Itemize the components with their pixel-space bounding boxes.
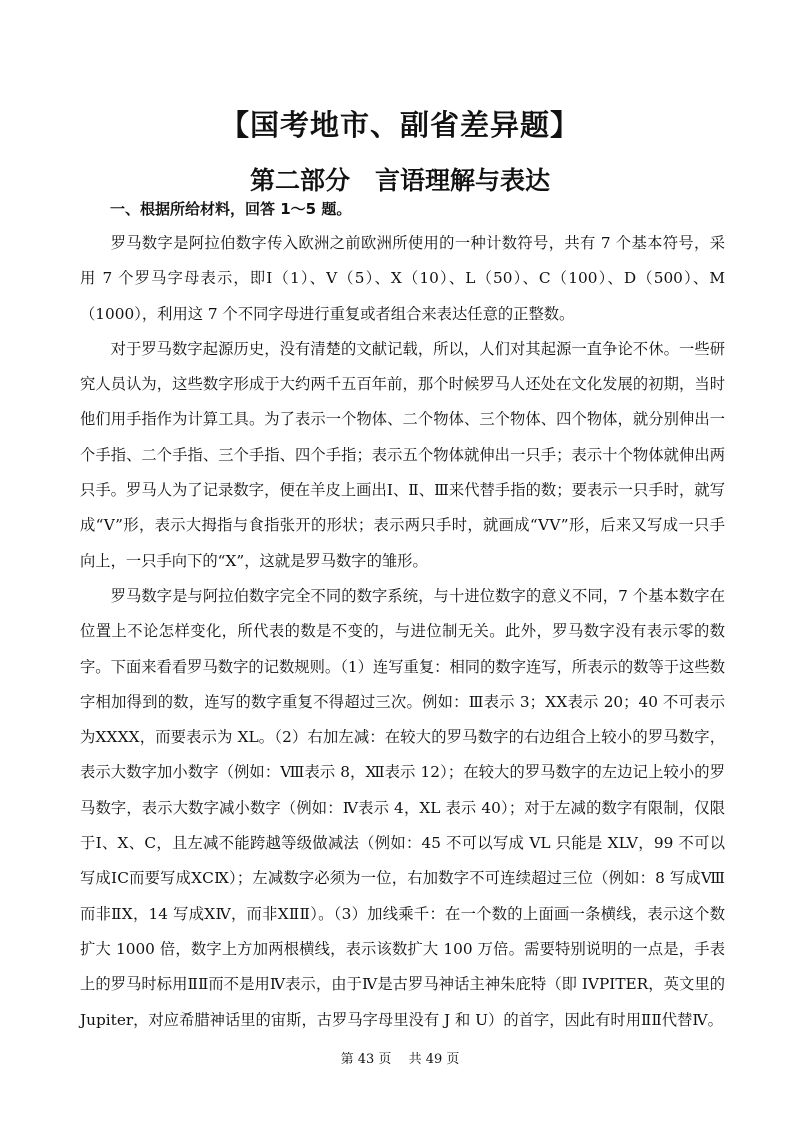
paragraph-2: 对于罗马数字起源历史，没有清楚的文献记载，所以，人们对其起源一直争论不休。一些研究人员认为，这些数字形成于大约两千五百年前，那个时候罗马人还处在文化发展的初期，当时他们用手指作为计算工具。为了表示一个物体、二个物体、三个物体、四个物体，就分别伸出一个手指、二个手指、三个手指、四个手指；表示五个物体就伸出一只手；表示十个物体就伸出两只手。罗马人为了记录数字，便在羊皮上画出Ⅰ、Ⅱ、Ⅲ来代替手指的数；要表示一只手时，就写成“Ⅴ”形，表示大拇指与食指张开的形状；表示两只手时，就画成“ⅤⅤ”形，后来又写成一只手向上，一只手向下的“Ⅹ”，这就是罗马数字的雏形。 bbox=[80, 339, 725, 570]
paragraph-3: 罗马数字是与阿拉伯数字完全不同的数字系统，与十进位数字的意义不同，7 个基本数字在位置上不论怎样变化，所代表的数是不变的，与进位制无关。此外，罗马数字没有表示零的数字。下面来看看罗马数字的记数规则。（1）连写重复：相同的数字连写，所表示的数等于这些数字相加得到的数，连写的数字重复不得超过三次。例如：Ⅲ表示 3；ⅩⅩ表示 20；40 不可表示为ⅩⅩⅩⅩ，而要表示为 XL。（2）右加左减：在较大的罗马数字的右边组合上较小的罗马数字，表示大数字加小数字（例如：Ⅷ表示 8，Ⅻ表示 12）；在较大的罗马数字的左边记上较小的罗马数字，表示大数字减小数字（例如：Ⅳ表示 4，XL 表示 40）；对于左减的数字有限制，仅限于Ⅰ、Ⅹ、Ⅽ，且左减不能跨越等级做减法（例如：45 不可以写成 VL 只能是 XLV，99 不可以写成ⅠⅭ而要写成ⅩⅭⅨ）；左减数字必须为一位，右加数字不可连续超过三位（例如：8 写成Ⅷ而非ⅡⅩ，14 写成ⅩⅣ，而非ⅩⅡⅡ）。（3）加线乘千：在一个数的上面画一条横线，表示这个数扩大 1000 倍，数字上方加两根横线，表示该数扩大 100 万倍。需要特别说明的一点是，手表上的罗马时标用ⅡⅡ而不是用Ⅳ表示，由于Ⅳ是古罗马神话主神朱庇特（即 IVPITER，英文里的 Jupiter，对应希腊神话里的宙斯，古罗马字母里没有 J 和 U）的首字，因此有时用ⅡⅡ代替Ⅳ。 bbox=[80, 586, 725, 1029]
paragraph-1: 罗马数字是阿拉伯数字传入欧洲之前欧洲所使用的一种计数符号，共有 7 个基本符号，采用 7 个罗马字母表示，即Ⅰ（1）、Ⅴ（5）、Ⅹ（10）、Ⅼ（50）、Ⅽ（100）、Ⅾ（500）、Ⅿ（1000），利用这 7 个不同字母进行重复或者组合来表达任意的正整数。 bbox=[80, 234, 725, 323]
document-body bbox=[80, 192, 725, 1038]
page-number-footer: 第 43 页 共 49 页 bbox=[340, 1052, 460, 1067]
part-subtitle: 第二部分 言语理解与表达 bbox=[249, 165, 550, 195]
section-heading: 一、根据所给材料，回答 1～5 题。 bbox=[110, 200, 352, 218]
document-title: 【国考地市、副省差异题】 bbox=[219, 108, 580, 143]
